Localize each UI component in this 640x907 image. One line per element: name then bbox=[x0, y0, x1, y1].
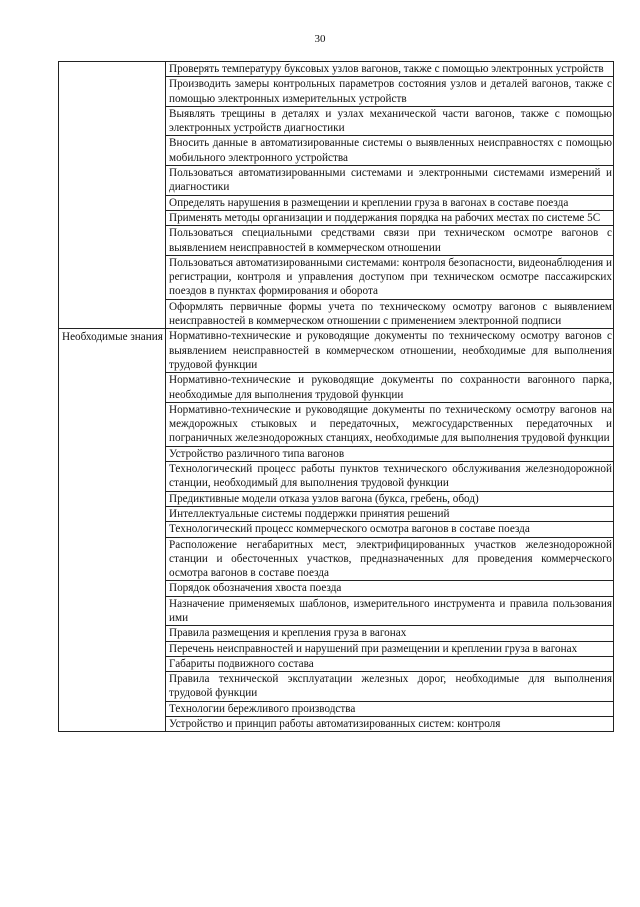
knowledge-label: Необходимые знания bbox=[62, 331, 163, 344]
knowledge-item: Технологический процесс работы пунктов технического обслуживания железнодорожной станции, необходимый для выполнения трудовой функции bbox=[166, 462, 614, 492]
skill-item: Выявлять трещины в деталях и узлах механической части вагонов, также с помощью электронных устройств диагностики bbox=[166, 106, 614, 136]
knowledge-item: Нормативно-технические и руководящие документы по техническому осмотру вагонов с выявлением неисправностей в коммерческом отношении, необходимые для выполнения трудовой функции bbox=[166, 329, 614, 373]
skill-item: Производить замеры контрольных параметров состояния узлов и деталей вагонов, также с помощью электронных измерительных устройств bbox=[166, 77, 614, 107]
competency-table bbox=[58, 61, 614, 732]
knowledge-label-cell bbox=[59, 329, 166, 732]
knowledge-item: Нормативно-технические и руководящие документы по техническому осмотру вагонов на междорожных стыковых и передаточных, межгосударственных передаточных и пограничных железнодорожных станциях, необходимые для выполнения трудовой функции bbox=[166, 402, 614, 446]
knowledge-item: Предиктивные модели отказа узлов вагона (букса, гребень, обод) bbox=[166, 491, 614, 506]
skill-item: Пользоваться специальными средствами связи при техническом осмотре вагонов с выявлением неисправностей в коммерческом отношении bbox=[166, 226, 614, 256]
knowledge-item: Устройство различного типа вагонов bbox=[166, 446, 614, 461]
knowledge-item: Габариты подвижного состава bbox=[166, 656, 614, 671]
knowledge-item: Назначение применяемых шаблонов, измерительного инструмента и правила пользования ими bbox=[166, 596, 614, 626]
skill-item: Вносить данные в автоматизированные системы о выявленных неисправностях с помощью мобильного электронного устройства bbox=[166, 136, 614, 166]
skill-item: Применять методы организации и поддержания порядка на рабочих местах по системе 5С bbox=[166, 210, 614, 225]
knowledge-item: Перечень неисправностей и нарушений при размещении и креплении груза в вагонах bbox=[166, 641, 614, 656]
skills-label-cell bbox=[59, 62, 166, 329]
knowledge-item: Устройство и принцип работы автоматизированных систем: контроля bbox=[166, 717, 614, 732]
knowledge-item: Интеллектуальные системы поддержки принятия решений bbox=[166, 506, 614, 521]
skill-item: Оформлять первичные формы учета по техническому осмотру вагонов с выявлением неисправностей в коммерческом отношении с применением электронной подписи bbox=[166, 299, 614, 329]
knowledge-item: Правила технической эксплуатации железных дорог, необходимые для выполнения трудовой функции bbox=[166, 672, 614, 702]
knowledge-item: Правила размещения и крепления груза в вагонах bbox=[166, 626, 614, 641]
table-row bbox=[59, 329, 614, 373]
knowledge-item: Порядок обозначения хвоста поезда bbox=[166, 581, 614, 596]
skill-item: Определять нарушения в размещении и креплении груза в вагонах в составе поезда bbox=[166, 195, 614, 210]
page-number: 30 bbox=[314, 33, 326, 45]
table-row bbox=[59, 62, 614, 77]
skill-item: Пользоваться автоматизированными системами и электронными системами измерений и диагностики bbox=[166, 166, 614, 196]
skill-item: Пользоваться автоматизированными системами: контроля безопасности, видеонаблюдения и регистрации, контроля и управления доступом при техническом осмотре пассажирских поездов в пунктах формирования и оборота bbox=[166, 255, 614, 299]
knowledge-item: Технологии бережливого производства bbox=[166, 701, 614, 716]
knowledge-item: Нормативно-технические и руководящие документы по сохранности вагонного парка, необходимые для выполнения трудовой функции bbox=[166, 373, 614, 403]
skill-item: Проверять температуру буксовых узлов вагонов, также с помощью электронных устройств bbox=[166, 62, 614, 77]
knowledge-item: Расположение негабаритных мест, электрифицированных участков железнодорожной станции и обесточенных участков, предназначенных для проведения коммерческого осмотра вагонов в составе поезда bbox=[166, 537, 614, 581]
knowledge-item: Технологический процесс коммерческого осмотра вагонов в составе поезда bbox=[166, 522, 614, 537]
